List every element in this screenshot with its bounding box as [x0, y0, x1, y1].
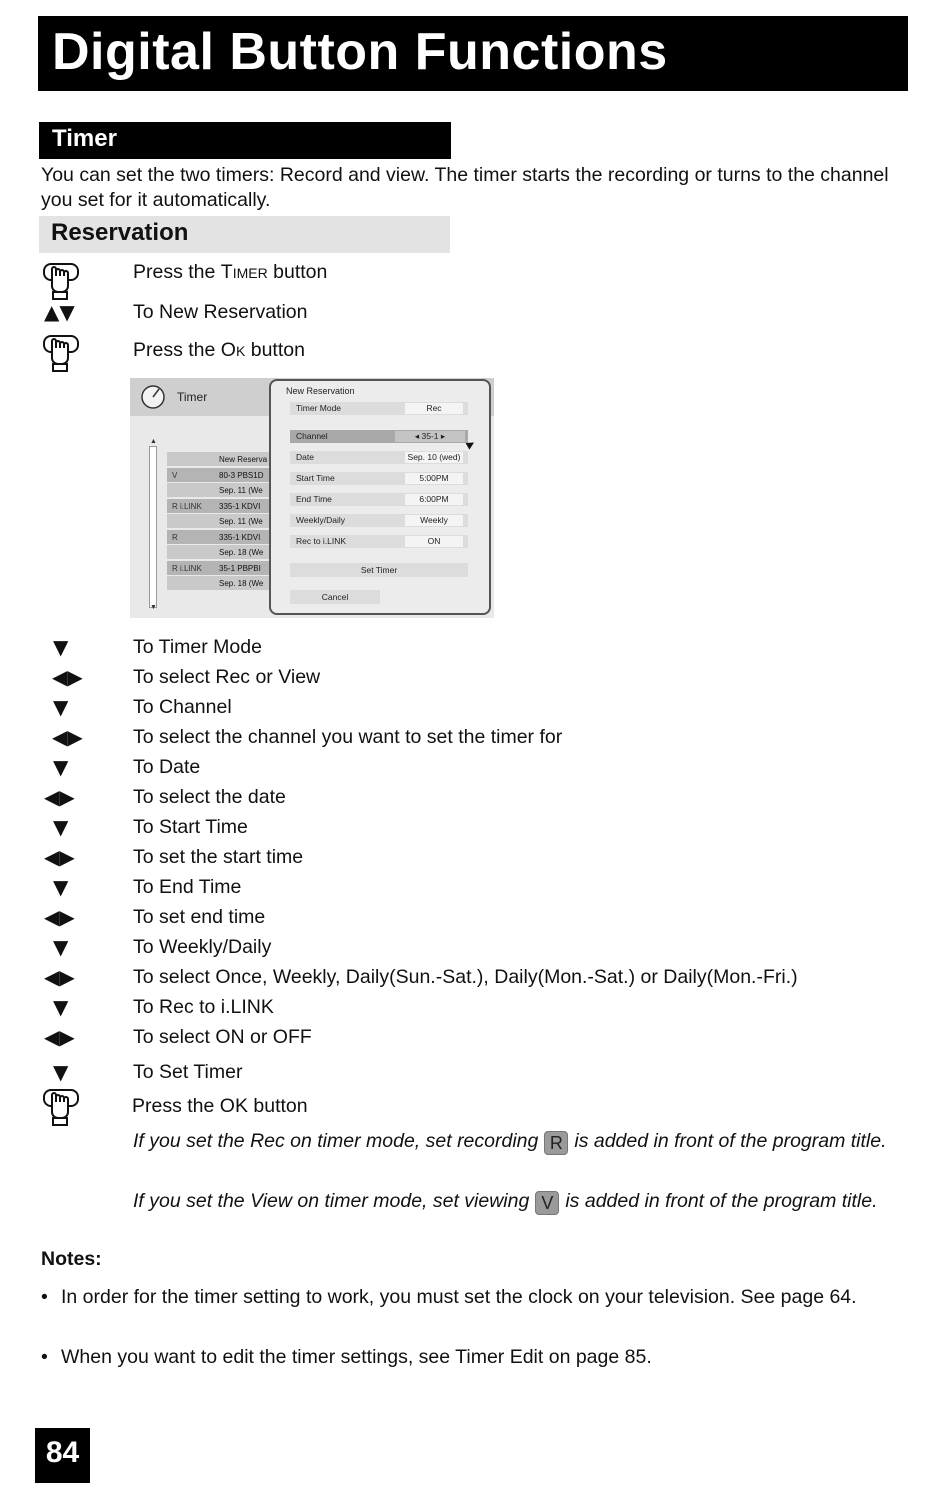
list-row-text: 335-1 KDVI — [219, 532, 261, 542]
step-text: To Weekly/Daily — [133, 936, 272, 958]
left-right-arrows-icon: ◀▶ — [44, 905, 75, 929]
tip-view-after: is added in front of the program title. — [565, 1190, 878, 1212]
step-text: To select the channel you want to set the timer for — [133, 726, 563, 748]
list-row-text: 35-1 PBPBI — [219, 563, 261, 573]
left-right-arrows-icon: ◀▶ — [44, 845, 75, 869]
up-down-arrows-icon: ▲▼ — [44, 300, 75, 324]
tip-rec-before: If you set the Rec on timer mode, set recording — [133, 1130, 539, 1152]
screen-scrollbar — [149, 446, 157, 608]
step-text: To select Rec or View — [133, 666, 321, 688]
set-timer-button[interactable]: Set Timer — [290, 563, 468, 577]
left-right-arrows-icon: ◀▶ — [44, 785, 75, 809]
step-press-timer — [133, 260, 327, 284]
list-row-text: 335-1 KDVI — [219, 501, 261, 511]
down-arrow-icon: ▼ — [53, 935, 69, 959]
dialog-row-label: Date — [296, 452, 314, 462]
down-arrow-icon: ▼ — [53, 875, 69, 899]
tip-view-before: If you set the View on timer mode, set viewing — [133, 1190, 530, 1212]
dialog-row[interactable] — [290, 535, 468, 548]
page-title: Digital Button Functions — [52, 23, 668, 81]
dialog-row[interactable] — [290, 451, 468, 464]
step-text: To set end time — [133, 906, 266, 928]
step-press-ok-suffix: button — [245, 339, 305, 361]
step-new-reservation: To New Reservation — [133, 301, 308, 323]
step-text: To Rec to i.LINK — [133, 996, 274, 1018]
dialog-row-label: Weekly/Daily — [296, 515, 345, 525]
down-arrow-icon: ▼ — [53, 635, 69, 659]
cancel-button[interactable]: Cancel — [290, 590, 380, 604]
section-title: Timer — [52, 125, 117, 152]
dialog-row-label: Timer Mode — [296, 403, 342, 413]
step-text: To select ON or OFF — [133, 1026, 312, 1048]
tip-rec — [133, 1129, 913, 1155]
step-press-timer-suffix: button — [267, 261, 328, 283]
scroll-down-icon: ▼ — [150, 604, 157, 611]
dialog-row-value: 5:00PM — [405, 473, 463, 484]
tip-view — [133, 1189, 913, 1215]
down-arrow-icon: ▼ — [53, 995, 69, 1019]
list-row-mark: R i.LINK — [172, 563, 202, 573]
bullet-icon: • — [41, 1286, 48, 1308]
dialog-row-value: 6:00PM — [405, 494, 463, 505]
list-row-mark: R — [172, 532, 178, 542]
note-item — [41, 1345, 901, 1369]
note-item — [41, 1285, 901, 1309]
step-text: To Start Time — [133, 816, 248, 838]
list-row-mark: V — [172, 470, 178, 480]
screen-title: Timer — [177, 390, 208, 404]
list-row-text: Sep. 18 (We — [219, 579, 264, 588]
step-press-ok — [133, 338, 305, 362]
dialog-row-value: ON — [405, 536, 463, 547]
dialog-row[interactable] — [290, 402, 468, 415]
hand-press-icon — [42, 1088, 82, 1128]
step-text: To select Once, Weekly, Daily(Sun.-Sat.), Daily(Mon.-Sat.) or Daily(Mon.-Fri.) — [133, 966, 798, 988]
cursor-arrow-icon: ▶ — [464, 437, 477, 452]
tip-rec-after: is added in front of the program title. — [574, 1130, 887, 1152]
down-arrow-icon: ▼ — [53, 755, 69, 779]
down-arrow-icon: ▼ — [53, 695, 69, 719]
dialog-row-value: Weekly — [405, 515, 463, 526]
dialog-row-label: Channel — [296, 431, 328, 441]
dialog-row[interactable] — [290, 430, 468, 443]
dialog-row-value: Sep. 10 (wed) — [405, 452, 463, 463]
left-right-arrows-icon: ◀▶ — [52, 665, 83, 689]
timer-key-label: Timer — [220, 261, 268, 283]
note-text: When you want to edit the timer settings, see Timer Edit on page 85. — [61, 1346, 652, 1368]
dialog-row-label: End Time — [296, 494, 332, 504]
hand-press-icon — [42, 262, 82, 302]
note-text: In order for the timer setting to work, you must set the clock on your television. See page 64. — [61, 1286, 857, 1308]
dialog-row[interactable] — [290, 514, 468, 527]
dialog-row[interactable] — [290, 493, 468, 506]
notes-label: Notes: — [41, 1248, 102, 1270]
step-text: To select the date — [133, 786, 286, 808]
list-row-mark: R i.LINK — [172, 501, 202, 511]
ok-key-label: Ok — [220, 339, 246, 361]
step-text: To Set Timer — [133, 1061, 243, 1083]
intro-text: You can set the two timers: Record and view. The timer starts the recording or turns to the channel you set for it automatically. — [41, 164, 889, 211]
page-number: 84 — [45, 1436, 80, 1469]
step-press-ok-prefix: Press the — [133, 339, 221, 361]
list-row-text: Sep. 11 (We — [219, 486, 263, 495]
left-right-arrows-icon: ◀▶ — [44, 965, 75, 989]
list-row-text: 80-3 PBS1D — [219, 470, 264, 480]
hand-press-icon — [42, 334, 82, 374]
clock-icon — [140, 384, 166, 410]
view-badge-icon: V — [535, 1191, 559, 1215]
step-text: To Date — [133, 756, 201, 778]
step-text: To set the start time — [133, 846, 304, 868]
new-reservation-dialog — [269, 379, 491, 615]
step-press-timer-prefix: Press the — [133, 261, 221, 283]
step-text: To Channel — [133, 696, 232, 718]
step-text: To Timer Mode — [133, 636, 262, 658]
dialog-row-value: ◂ 35-1 ▸ — [395, 431, 465, 442]
list-row-text: New Reserva — [219, 455, 268, 464]
step-text: Press the OK button — [132, 1095, 308, 1117]
down-arrow-icon: ▼ — [53, 815, 69, 839]
list-row-text: Sep. 18 (We — [219, 548, 264, 557]
timer-screen-illustration — [130, 378, 494, 618]
left-right-arrows-icon: ◀▶ — [44, 1025, 75, 1049]
scroll-up-icon: ▲ — [150, 438, 157, 445]
bullet-icon: • — [41, 1346, 48, 1368]
step-text: To End Time — [133, 876, 242, 898]
dialog-row-value: Rec — [405, 403, 463, 414]
down-arrow-icon: ▼ — [53, 1060, 69, 1084]
dialog-title: New Reservation — [286, 386, 355, 396]
list-row-text: Sep. 11 (We — [219, 517, 263, 526]
dialog-row-label: Start Time — [296, 473, 335, 483]
left-right-arrows-icon: ◀▶ — [52, 725, 83, 749]
dialog-row[interactable] — [290, 472, 468, 485]
rec-badge-icon: R — [544, 1131, 568, 1155]
dialog-row-label: Rec to i.LINK — [296, 536, 347, 546]
subsection-title: Reservation — [51, 219, 189, 246]
